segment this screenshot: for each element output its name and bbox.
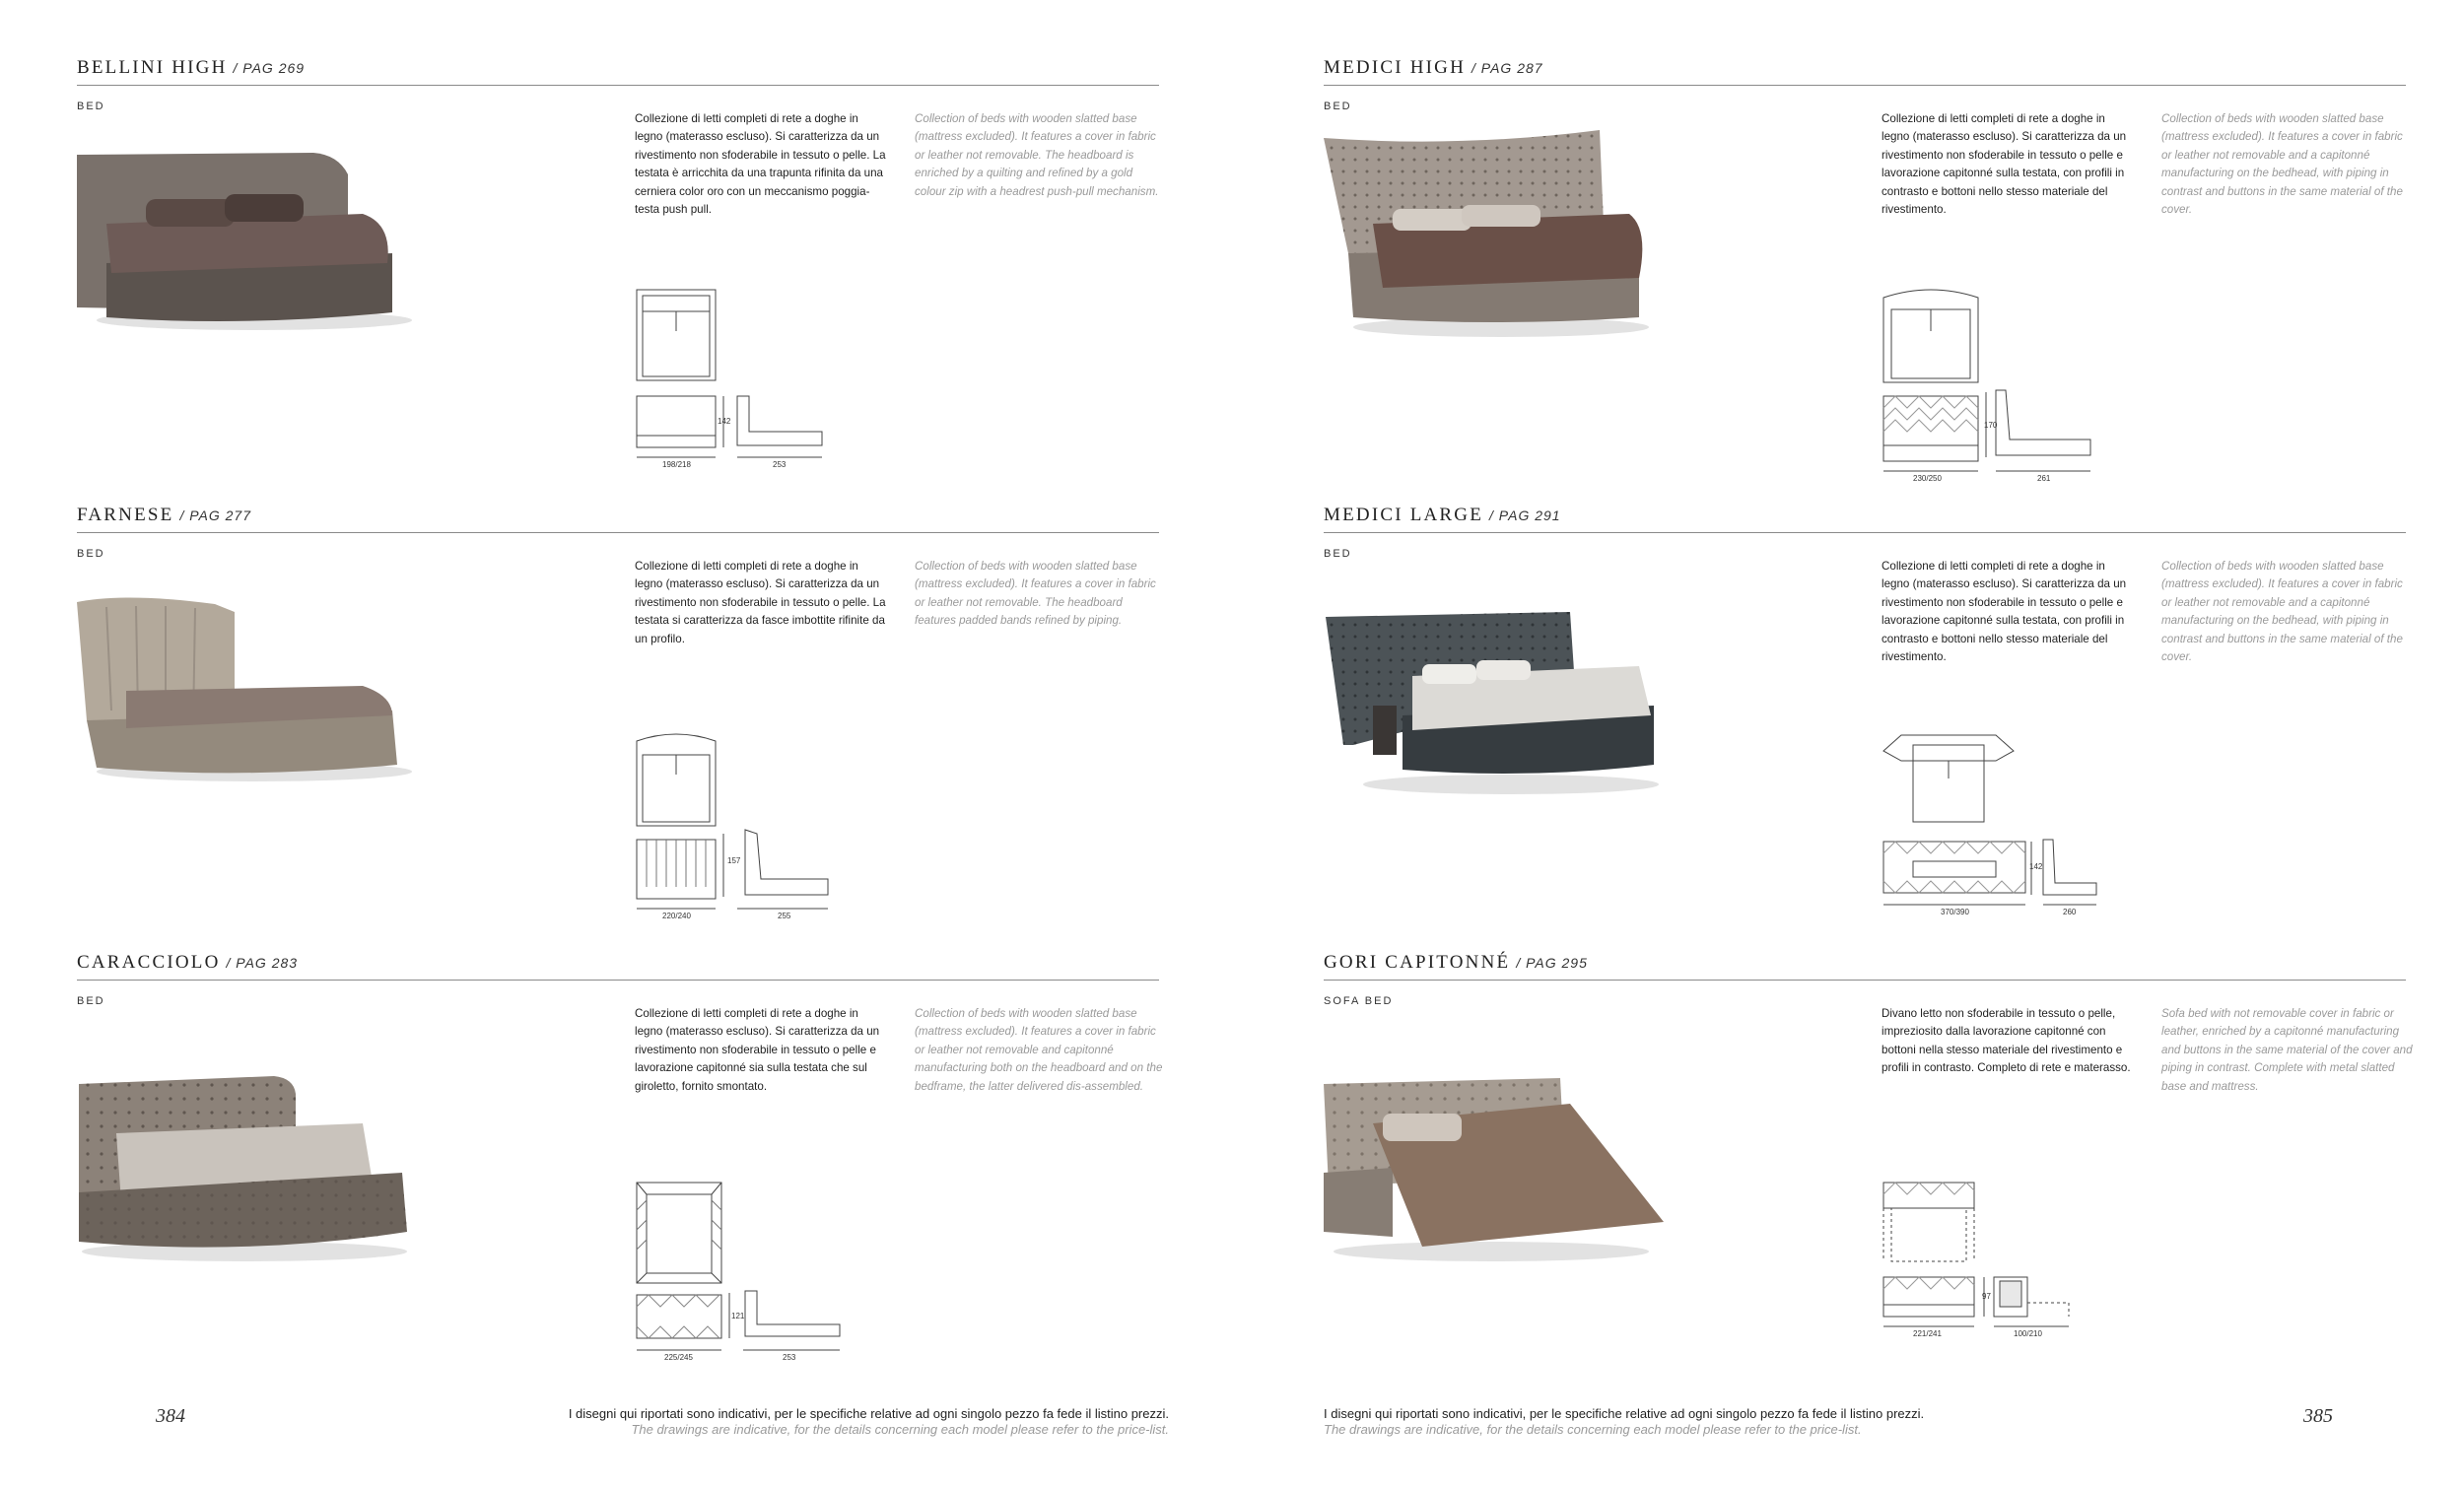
product-title-row [1324,946,2406,981]
technical-drawing [1882,288,2098,485]
product-type: BED [1324,548,1352,560]
technical-drawing [1882,1179,2098,1376]
page-reference: / PAG 287 [1472,60,1543,76]
description-english: Collection of beds with wooden slatted base (mattress excluded). It features a cover in fabric or leather not removable and a capitonné manufacturing on the bedhead, with piping in contrast and buttons in the same material of the cover. [2161,112,2403,217]
product-medici-high [1324,51,2406,483]
footer-note-italian: I disegni qui riportati sono indicativi, per le specifiche relative ad ogni singolo pezzo fa fede il listino prezzi. [568,1406,1169,1421]
dimension-height: 142 [2029,862,2043,871]
footer-note-english: The drawings are indicative, for the details concerning each model please refer to the price-list. [631,1422,1169,1437]
bed-photo [1314,130,1669,347]
product-bellini-high [77,51,1159,475]
dimension-width: 198/218 [662,460,691,469]
page-number-right: 385 [2303,1405,2333,1427]
description-italian: Divano letto non sfoderabile in tessuto o pelle, impreziosito dalla lavorazione capitonné con bottoni nella stesso materiale del rivestimento e profili in contrasto. Completo di rete e materasso. [1882,1007,2131,1075]
sofa-bed-photo [1314,1064,1669,1281]
bed-photo [1314,607,1669,824]
bed-photo [67,592,422,809]
product-caracciolo [77,946,1163,1370]
description-italian: Collezione di letti completi di rete a doghe in legno (materasso escluso). Si caratterizza da un rivestimento non sfoderabile in tessuto o pelle. La testata è arricchita da una trapunta rifinita da una cerniera color oro con un meccanismo poggia-testa push pull. [635,112,886,217]
product-gori-capitonne [1324,946,2413,1370]
page-number-left: 384 [156,1405,185,1427]
dimension-width: 221/241 [1913,1329,1942,1338]
sofa-base [1324,1168,1393,1237]
product-farnese [77,499,1159,922]
product-title-row [77,51,1159,86]
footer-note-italian: I disegni qui riportati sono indicativi, per le specifiche relative ad ogni singolo pezzo fa fede il listino prezzi. [1324,1406,1925,1421]
dimension-width: 230/250 [1913,474,1942,483]
product-name: FARNESE / PAG 277 [77,505,252,525]
technical-drawing [635,288,852,485]
dimension-depth: 100/210 [2014,1329,2042,1338]
technical-drawing [635,731,852,928]
page-reference: / PAG 277 [179,508,252,523]
dimension-width: 370/390 [1941,908,1969,916]
product-type: BED [1324,101,1352,112]
dimension-depth: 253 [783,1353,796,1362]
dimension-width: 220/240 [662,912,691,920]
dimension-depth: 253 [773,460,787,469]
description-italian: Collezione di letti completi di rete a doghe in legno (materasso escluso). Si caratterizza da un rivestimento non sfoderabile in tessuto o pelle e lavorazione capitonné sia sulla testata che sul giroletto, fornito smontato. [635,1007,880,1093]
dimension-depth: 261 [2037,474,2051,483]
product-title-row [77,946,1159,981]
dimension-height: 97 [1982,1292,1991,1301]
product-name: BELLINI HIGH / PAG 269 [77,57,306,78]
dimension-width: 225/245 [664,1353,693,1362]
description-italian: Collezione di letti completi di rete a doghe in legno (materasso escluso). Si caratterizza da un rivestimento non sfoderabile in tessuto o pelle e lavorazione capitonné sulla testata, con profili in contrasto e bottoni nello stesso materiale del rivestimento. [1882,560,2127,664]
product-type: BED [77,548,105,560]
description-english: Collection of beds with wooden slatted base (mattress excluded). It features a cover in fabric or leather not removable. The headboard features padded bands refined by piping. [915,560,1156,628]
description-english: Sofa bed with not removable cover in fabric or leather, enriched by a capitonné manufacturing and buttons in the same material of the cover and piping in contrast. Complete with metal slatted base and mattress. [2161,1007,2413,1093]
dimension-depth: 255 [778,912,791,920]
product-type: BED [77,101,105,112]
description-english: Collection of beds with wooden slatted base (mattress excluded). It features a cover in fabric or leather not removable and a capitonné manufacturing on the bedhead, with piping in contrast and buttons in the same material of the cover. [2161,560,2403,664]
page-reference: / PAG 269 [233,60,306,76]
footer-note-english: The drawings are indicative, for the details concerning each model please refer to the price-list. [1324,1422,1862,1437]
product-type: BED [77,995,105,1007]
description-english: Collection of beds with wooden slatted base (mattress excluded). It features a cover in fabric or leather not removable. The headboard is enriched by a quilting and refined by a gold colour zip with a headrest push-pull mechanism. [915,112,1159,198]
product-name: GORI CAPITONNÉ / PAG 295 [1324,952,1588,973]
product-title-row [1324,499,2406,533]
description-italian: Collezione di letti completi di rete a doghe in legno (materasso escluso). Si caratterizza da un rivestimento non sfoderabile in tessuto o pelle e lavorazione capitonné sulla testata, con profili in contrasto e bottoni nello stesso materiale del rivestimento. [1882,112,2127,217]
product-title-row [1324,51,2406,86]
bed-photo [67,1064,422,1281]
dimension-height: 121 [731,1312,745,1320]
page-reference: / PAG 295 [1516,955,1588,971]
dimension-height: 142 [718,417,731,426]
product-medici-large [1324,499,2406,922]
product-name: MEDICI HIGH / PAG 287 [1324,57,1543,78]
product-name: MEDICI LARGE / PAG 291 [1324,505,1561,525]
description-english: Collection of beds with wooden slatted base (mattress excluded). It features a cover in fabric or leather not removable and capitonné manufacturing both on the headboard and on the bedframe, the latter delivered dis-assembled. [915,1007,1163,1093]
product-title-row [77,499,1159,533]
bed-photo [67,145,422,362]
technical-drawing [1882,731,2098,928]
product-name: CARACCIOLO / PAG 283 [77,952,299,973]
product-type: SOFA BED [1324,995,1394,1007]
description-italian: Collezione di letti completi di rete a doghe in legno (materasso escluso). Si caratterizza da un rivestimento non sfoderabile in tessuto o pelle. La testata si caratterizza da fasce imbottite rifinite da un profilo. [635,560,886,645]
dimension-height: 157 [727,856,741,865]
page-reference: / PAG 291 [1489,508,1561,523]
dimension-depth: 260 [2063,908,2077,916]
page-reference: / PAG 283 [226,955,299,971]
dimension-height: 170 [1984,421,1998,430]
technical-drawing [635,1181,852,1378]
